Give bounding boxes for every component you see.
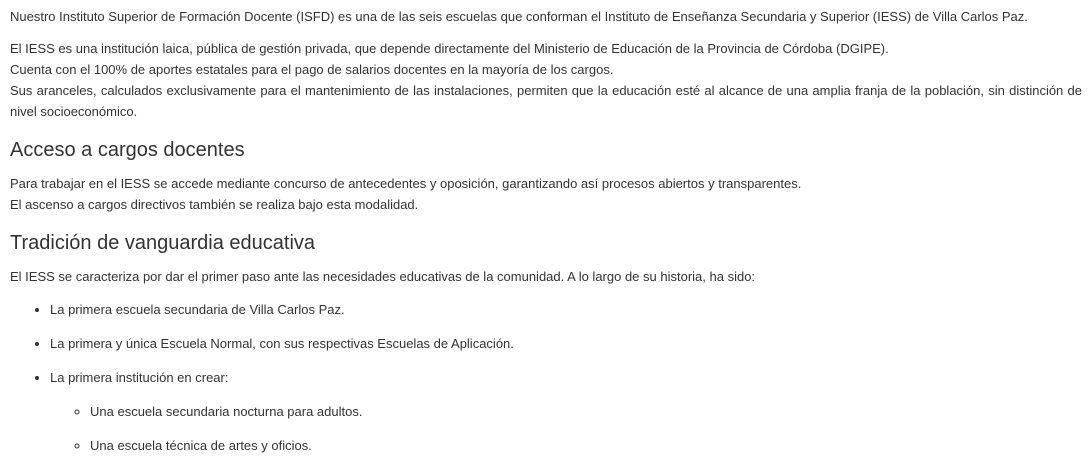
tradicion-intro: El IESS se caracteriza por dar el primer paso ante las necesidades educativas de la comunidad. A lo largo de su historia, ha sido: [10,269,756,284]
acceso-line-2: El ascenso a cargos directivos también se realiza bajo esta modalidad. [10,197,419,212]
list-item [50,367,1082,456]
tradicion-heading: Tradición de vanguardia educativa [10,232,316,254]
tradicion-list [10,299,1082,456]
iess-paragraph [10,38,1082,122]
iess-line-3: Sus aranceles, calculados exclusivamente para el mantenimiento de las instalaciones, permiten que la educación esté al alcance de una amplia franja de la población, sin distinción de nivel socioeconómico. [10,83,1082,119]
list-item: • La primera y única Escuela Normal, con sus respectivas Escuelas de Aplicación. [50,333,1082,354]
intro-paragraph: Nuestro Instituto Superior de Formación Docente (ISFD) es una de las seis escuelas que conforman el Instituto de Enseñanza Secundaria y Superior (IESS) de Villa Carlos Paz. [10,9,1028,24]
iess-line-2: Cuenta con el 100% de aportes estatales para el pago de salarios docentes en la mayoría de los cargos. [10,62,614,77]
sub-list-item: ◦ Una escuela técnica de artes y oficios. [90,435,1082,456]
iess-line-1: El IESS es una institución laica, pública de gestión privada, que depende directamente del Ministerio de Educación de la Provincia de Córdoba (DGIPE). [10,41,889,56]
list-item: • La primera escuela secundaria de Villa Carlos Paz. [50,299,1082,320]
acceso-line-1: Para trabajar en el IESS se accede mediante concurso de antecedentes y oposición, garantizando así procesos abiertos y transparentes. [10,176,802,191]
acceso-paragraph [10,173,1082,215]
acceso-heading: Acceso a cargos docentes [10,139,245,161]
tradicion-sub-list [50,401,1082,456]
sub-list-item: ◦ Una escuela secundaria nocturna para adultos. [90,401,1082,422]
list-item-label: La primera institución en crear: [50,370,229,385]
